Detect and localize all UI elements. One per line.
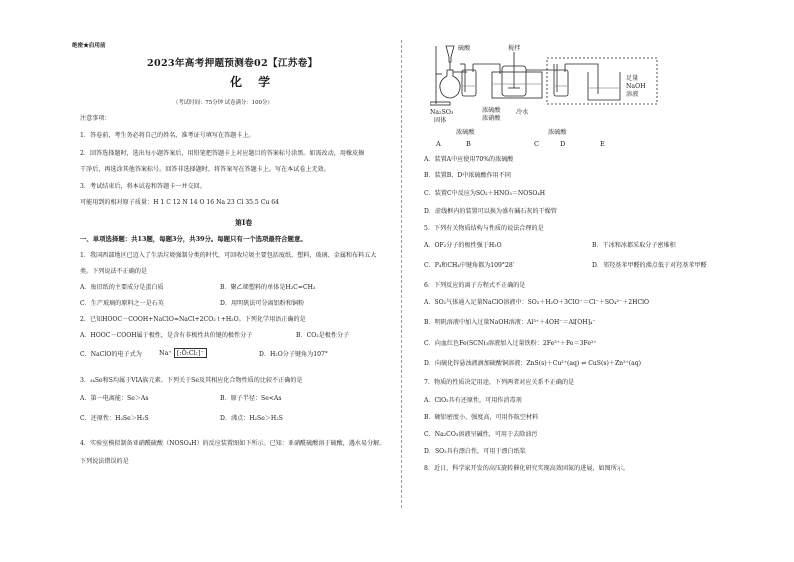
electron-formula-anion: [:Ö:Cl:]⁻ bbox=[174, 348, 207, 358]
label-B: B bbox=[466, 140, 471, 148]
option-c: C．Na₂CO₃溶液呈碱性，可用于去除油污 bbox=[424, 431, 538, 438]
option-a: A．废旧纸的主要成分是蛋白质 bbox=[80, 284, 164, 291]
option-b: B．干冰和冰都采取分子密堆积 bbox=[592, 242, 676, 249]
label-naoh-1: 足量 bbox=[626, 75, 639, 82]
option-b: B．明矾溶液中加入过量NaOH溶液：Al³⁺＋4OH⁻＝Al[OH]₄⁻ bbox=[424, 319, 596, 326]
label-stir: 搅拌 bbox=[508, 45, 521, 52]
option-c: C．生产玻璃的原料之一是石英 bbox=[80, 300, 164, 307]
option-d: D．用明矾法可分离铝粉和铜粉 bbox=[220, 300, 305, 307]
note-line: 3．考试结束后，将本试卷和答题卡一并交回。 bbox=[80, 183, 206, 190]
exam-info: （考试时间：75分钟 试卷满分：100分） bbox=[173, 100, 273, 106]
option-d: D．虚线框内的装置可以换为盛有碱石灰的干燥管 bbox=[424, 208, 557, 215]
option-d: D．H₂O分子键角为107° bbox=[259, 351, 328, 358]
option-b: B．原子半径：Se<As bbox=[220, 395, 282, 402]
option-a: A．OF₂分子的极性强于H₂O bbox=[424, 242, 502, 249]
column-divider bbox=[401, 40, 402, 508]
dashed-box bbox=[547, 58, 657, 104]
question-stem: 2．已知HOOC－COOH+NaClO=NaCl+2CO₂↑+H₂O。下列化学用语正确的是 bbox=[80, 316, 306, 323]
option-c: C．NaClO的电子式为 bbox=[80, 351, 142, 358]
note-line: 1．答卷前，考生务必将自己的姓名、准考证号填写在答题卡上。 bbox=[80, 132, 255, 139]
option-b: B．CO₂是极性分子 bbox=[296, 332, 350, 339]
electron-formula-cation: Na⁺ bbox=[159, 349, 172, 357]
notes-heading: 注意事项： bbox=[80, 115, 111, 122]
option-a: A．HOOC－COOH属于极性，是含有非极性共价键的极性分子 bbox=[80, 332, 253, 339]
option-a: A．装置A中应使用70%的浓硫酸 bbox=[424, 156, 514, 163]
label-conc-sulfuric-c: 浓硫酸 bbox=[482, 107, 501, 114]
label-b-acid: 浓硫酸 bbox=[456, 129, 475, 136]
question-stem: 下列说法错误的是 bbox=[80, 458, 129, 465]
question-stem: 3．₃₄Se和S均属于VIA族元素。下列关于Se及其相应化合物性质的比较不正确的是 bbox=[80, 377, 303, 384]
option-a: A．第一电离能：Se＞As bbox=[80, 395, 149, 402]
label-E: E bbox=[600, 140, 605, 148]
option-d: D．向硫化锌悬浊液滴加硫酸铜溶液：ZnS(s)＋Cu²⁺(aq) ⇌ CuS(s)＋Zn²⁺(aq) bbox=[424, 360, 642, 367]
option-c: C．向血红色Fe(SCN)₃溶液加入过量铁粉：2Fe³⁺＋Fe＝3Fe²⁺ bbox=[424, 340, 597, 347]
question-stem: 5．下列有关物质结构与性质的说法合理的是 bbox=[424, 225, 544, 232]
option-c: C．P₄和CH₄中键角都为109°28′ bbox=[424, 262, 515, 269]
label-naoh-2: NaOH bbox=[626, 83, 646, 90]
option-a: A．ClO₂具有还原性，可用作消毒剂 bbox=[424, 397, 522, 404]
subject-title: 化 学 bbox=[230, 75, 277, 89]
section-heading: 一、单项选择题：共13题，每题3分，共39分。每题只有一个选项最符合题意。 bbox=[80, 235, 307, 243]
tube-c-d bbox=[526, 64, 554, 70]
tube-d-e bbox=[565, 64, 598, 94]
volume-label: 第Ⅰ卷 bbox=[235, 218, 253, 227]
bottle-d bbox=[554, 70, 568, 96]
label-A: A bbox=[436, 140, 441, 148]
option-c: C．还原性：H₂Se＞H₂S bbox=[80, 415, 149, 422]
note-line: 2．回答选择题时，选出每小题答案后，用铅笔把答题卡上对应题目的答案标号涂黑。如需改动，用橡皮擦 bbox=[80, 150, 365, 157]
option-b: B．聚乙烯塑料的单体是H₂C=CH₂ bbox=[220, 284, 316, 291]
tube-b-c bbox=[473, 64, 500, 74]
label-D: D bbox=[560, 140, 566, 148]
dropping-funnel bbox=[446, 46, 454, 62]
option-b: B．装置B、D中浓硫酸作用不同 bbox=[424, 172, 511, 179]
label-acid: 硫酸 bbox=[458, 45, 471, 52]
label-cold-water: 冷水 bbox=[516, 109, 529, 116]
question-stem: 类。下列说法不正确的是 bbox=[80, 268, 148, 275]
question-stem: 8．近日，科学家开发的高压旋转催化研究实现高效固氮的进展，如图所示。 bbox=[424, 465, 629, 472]
note-line: 干净后，再选涂其他答案标号。回答非选择题时，将答案写在答题卡上。写在本试卷上无效。 bbox=[80, 166, 330, 173]
option-d: D．SO₂具有漂白性，可用于漂白纸浆 bbox=[424, 448, 526, 455]
option-d: D．沸点：H₂Se＞H₂S bbox=[220, 415, 283, 422]
beaker-e bbox=[588, 72, 620, 100]
flask-a bbox=[440, 70, 460, 98]
exam-title: 2023年高考押题预测卷02【江苏卷】 bbox=[147, 58, 318, 69]
label-na2so3: Na₂SO₃ bbox=[430, 109, 454, 116]
secret-mark: 绝密★启用前 bbox=[72, 43, 106, 49]
label-solid: 固体 bbox=[434, 117, 447, 124]
option-a: A．SO₂气体通入足量NaClO溶液中：SO₂＋H₂O＋3ClO⁻＝Cl⁻＋SO₄²⁻＋2HClO bbox=[424, 299, 650, 306]
option-b: B．硬铝密度小、强度高，可用作航空材料 bbox=[424, 414, 539, 421]
apparatus-diagram bbox=[430, 42, 680, 154]
option-c: C．装置C中反应为SO₂＋HNO₃＝NOSO₄H bbox=[424, 190, 546, 197]
stand-base bbox=[430, 102, 450, 105]
label-d-acid: 浓硫酸 bbox=[548, 129, 567, 136]
label-conc-nitric: 浓硝酸 bbox=[482, 115, 501, 122]
label-naoh-3: 溶液 bbox=[626, 91, 639, 98]
question-stem: 6．下列反应的离子方程式不正确的是 bbox=[424, 282, 526, 289]
question-stem: 7．物质的性质决定用途，下列两者对应关系不正确的是 bbox=[424, 379, 575, 386]
electron-formula bbox=[159, 347, 207, 359]
question-stem: 4．实验室模拟制备亚硝酰硫酸（NOSO₄H）的反应装置图如下所示。已知：亚硝酰硫酸溶于硫酸，遇水易分解。 bbox=[80, 440, 386, 447]
option-d: D．邻羟基苯甲醛的沸点低于对羟基苯甲醛 bbox=[592, 262, 707, 269]
atomic-masses: 可能用到的相对原子质量：H 1 C 12 N 14 O 16 Na 23 Cl 35.5 Cu 64 bbox=[80, 199, 279, 206]
label-C: C bbox=[534, 140, 540, 148]
water-bath bbox=[492, 72, 542, 98]
bottle-b bbox=[462, 70, 476, 96]
question-stem: 1．我国西部地区已迈入了生活垃圾强制分类的时代，可回收垃圾主要包括废纸、塑料、玻璃、金属和布料五大 bbox=[80, 252, 377, 259]
